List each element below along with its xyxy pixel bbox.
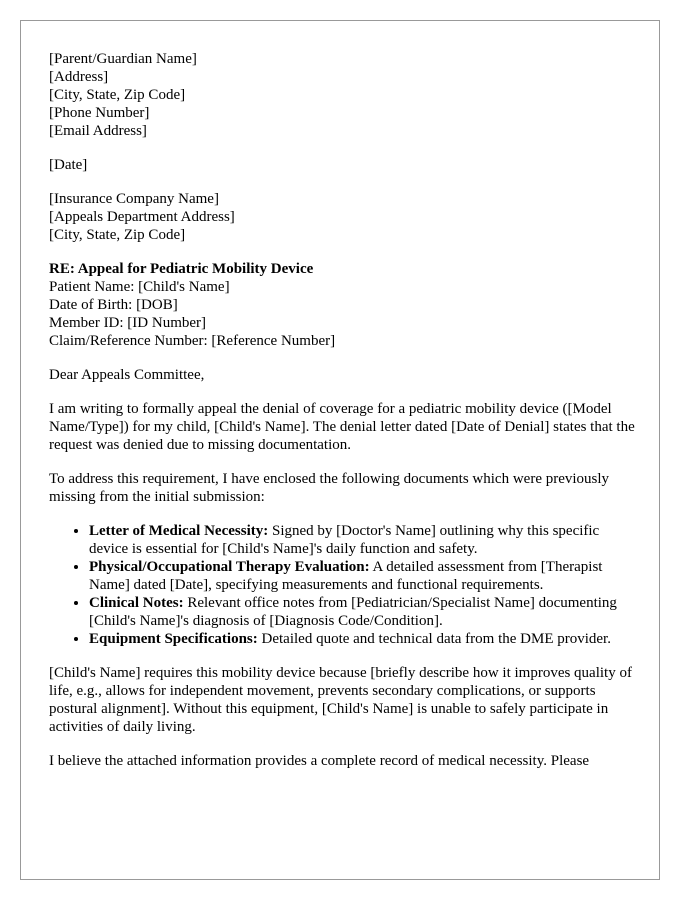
document-title: Equipment Specifications: (89, 631, 258, 647)
sender-address: [Address] (49, 69, 109, 85)
document-description: Detailed quote and technical data from the DME provider. (257, 631, 611, 647)
re-member-id: Member ID: [ID Number] (49, 315, 207, 331)
recipient-company: [Insurance Company Name] (49, 191, 219, 207)
list-item (89, 594, 635, 630)
letter-page (20, 20, 660, 880)
list-item (89, 630, 635, 648)
sender-block (49, 50, 635, 140)
document-description: Signed by [Doctor's Name] outlining why this specific device is essential for [Child's Name]'s daily function and safety. (89, 523, 600, 557)
list-item (89, 522, 635, 558)
sender-city-state-zip: [City, State, Zip Code] (49, 87, 186, 103)
list-item (89, 558, 635, 594)
enclosed-documents-list (49, 522, 635, 648)
letter-date: [Date] (49, 157, 88, 173)
salutation: Dear Appeals Committee, (49, 367, 205, 383)
sender-phone: [Phone Number] (49, 105, 150, 121)
re-patient-name: Patient Name: [Child's Name] (49, 279, 230, 295)
re-subject: RE: Appeal for Pediatric Mobility Device (49, 261, 314, 277)
intro-paragraph: I am writing to formally appeal the denial of coverage for a pediatric mobility device ([Model Name/Type]) for my child, [Child's Name]. The denial letter dated [Date of Denial] states that the request was denied due to missing documentation. (49, 401, 635, 453)
re-date-of-birth: Date of Birth: [DOB] (49, 297, 178, 313)
re-claim-number: Claim/Reference Number: [Reference Number] (49, 333, 336, 349)
sender-name: [Parent/Guardian Name] (49, 51, 197, 67)
re-block (49, 260, 635, 350)
sender-email: [Email Address] (49, 123, 147, 139)
recipient-city-state-zip: [City, State, Zip Code] (49, 227, 186, 243)
recipient-block (49, 190, 635, 244)
document-title: Letter of Medical Necessity: (89, 523, 269, 539)
necessity-paragraph: [Child's Name] requires this mobility device because [briefly describe how it improves quality of life, e.g., allows for independent movement, prevents secondary complications, or supports postural alignment]. Without this equipment, [Child's Name] is unable to safely participate in activities of daily living. (49, 665, 632, 735)
document-description: Relevant office notes from [Pediatrician/Specialist Name] documenting [Child's Name]'s diagnosis of [Diagnosis Code/Condition]. (89, 595, 617, 629)
date-block (49, 156, 635, 174)
closing-paragraph: I believe the attached information provides a complete record of medical necessity. Please (49, 753, 590, 769)
document-title: Physical/Occupational Therapy Evaluation: (89, 559, 370, 575)
enclosed-paragraph: To address this requirement, I have enclosed the following documents which were previously missing from the initial submission: (49, 471, 610, 505)
document-description: A detailed assessment from [Therapist Name] dated [Date], specifying measurements and functional requirements. (89, 559, 603, 593)
document-title: Clinical Notes: (89, 595, 184, 611)
recipient-address: [Appeals Department Address] (49, 209, 235, 225)
letter-content (49, 50, 635, 786)
